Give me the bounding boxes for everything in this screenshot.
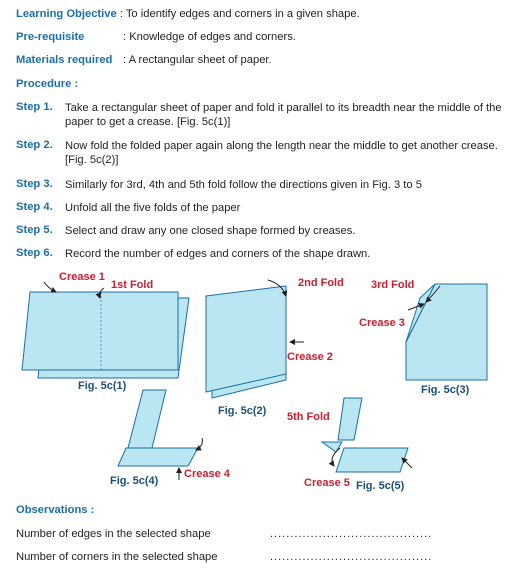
label-crease1: Crease 1 [59,271,105,283]
label-crease3: Crease 3 [359,317,405,329]
materials-text: : A rectangular sheet of paper. [123,54,272,66]
step-number: Step 4. [16,201,53,213]
step-number: Step 2. [16,139,53,151]
edges-label: Number of edges in the selected shape [16,528,211,540]
edges-answer-blank[interactable]: ........................................ [270,528,433,540]
prereq-text: : Knowledge of edges and corners. [123,31,296,43]
fig5-paper [322,398,408,472]
label-fold2: 2nd Fold [298,277,344,289]
prereq-label: Pre-requisite [16,31,85,43]
step-text: Now fold the folded paper again along the length near the middle to get another crease. [Fig. 5c(2)] [65,140,498,166]
objective-row [16,8,360,20]
fig3-paper [406,284,487,380]
label-fold3: 3rd Fold [371,279,415,291]
step-text: Take a rectangular sheet of paper and fold it parallel to its breadth near the middle of the paper to get a crease. [Fig. 5c(1)] [65,102,502,128]
label-crease5: Crease 5 [304,477,350,489]
caption-fig2: Fig. 5c(2) [218,405,267,417]
caption-fig3: Fig. 5c(3) [421,384,470,396]
procedure-heading: Procedure : [16,78,79,90]
step-text: Similarly for 3rd, 4th and 5th fold follow the directions given in Fig. 3 to 5 [65,179,422,191]
objective-label: Learning Objective [16,8,117,20]
step-text: Unfold all the five folds of the paper [65,202,241,214]
caption-fig5: Fig. 5c(5) [356,480,405,492]
label-crease2: Crease 2 [287,351,333,363]
step-number: Step 3. [16,178,53,190]
step-text: Select and draw any one closed shape formed by creases. [65,225,356,237]
caption-fig1: Fig. 5c(1) [78,380,127,392]
fig1-paper [22,292,189,378]
fig4-paper [118,390,198,466]
step-number: Step 5. [16,224,53,236]
objective-text: : To identify edges and corners in a given shape. [119,8,360,20]
label-fold1: 1st Fold [111,279,154,291]
observations-heading: Observations : [16,504,95,516]
label-crease4: Crease 4 [184,468,230,480]
fig2-paper [206,286,286,398]
step-text: Record the number of edges and corners of the shape drawn. [65,248,371,260]
arrow-crease1 [44,282,56,292]
corners-answer-blank[interactable]: ........................................ [270,551,433,563]
label-fold5: 5th Fold [287,411,330,423]
step-number: Step 6. [16,247,53,259]
caption-fig4: Fig. 5c(4) [110,475,159,487]
corners-label: Number of corners in the selected shape [16,551,218,563]
step-number: Step 1. [16,101,53,113]
materials-label: Materials required [16,54,113,66]
